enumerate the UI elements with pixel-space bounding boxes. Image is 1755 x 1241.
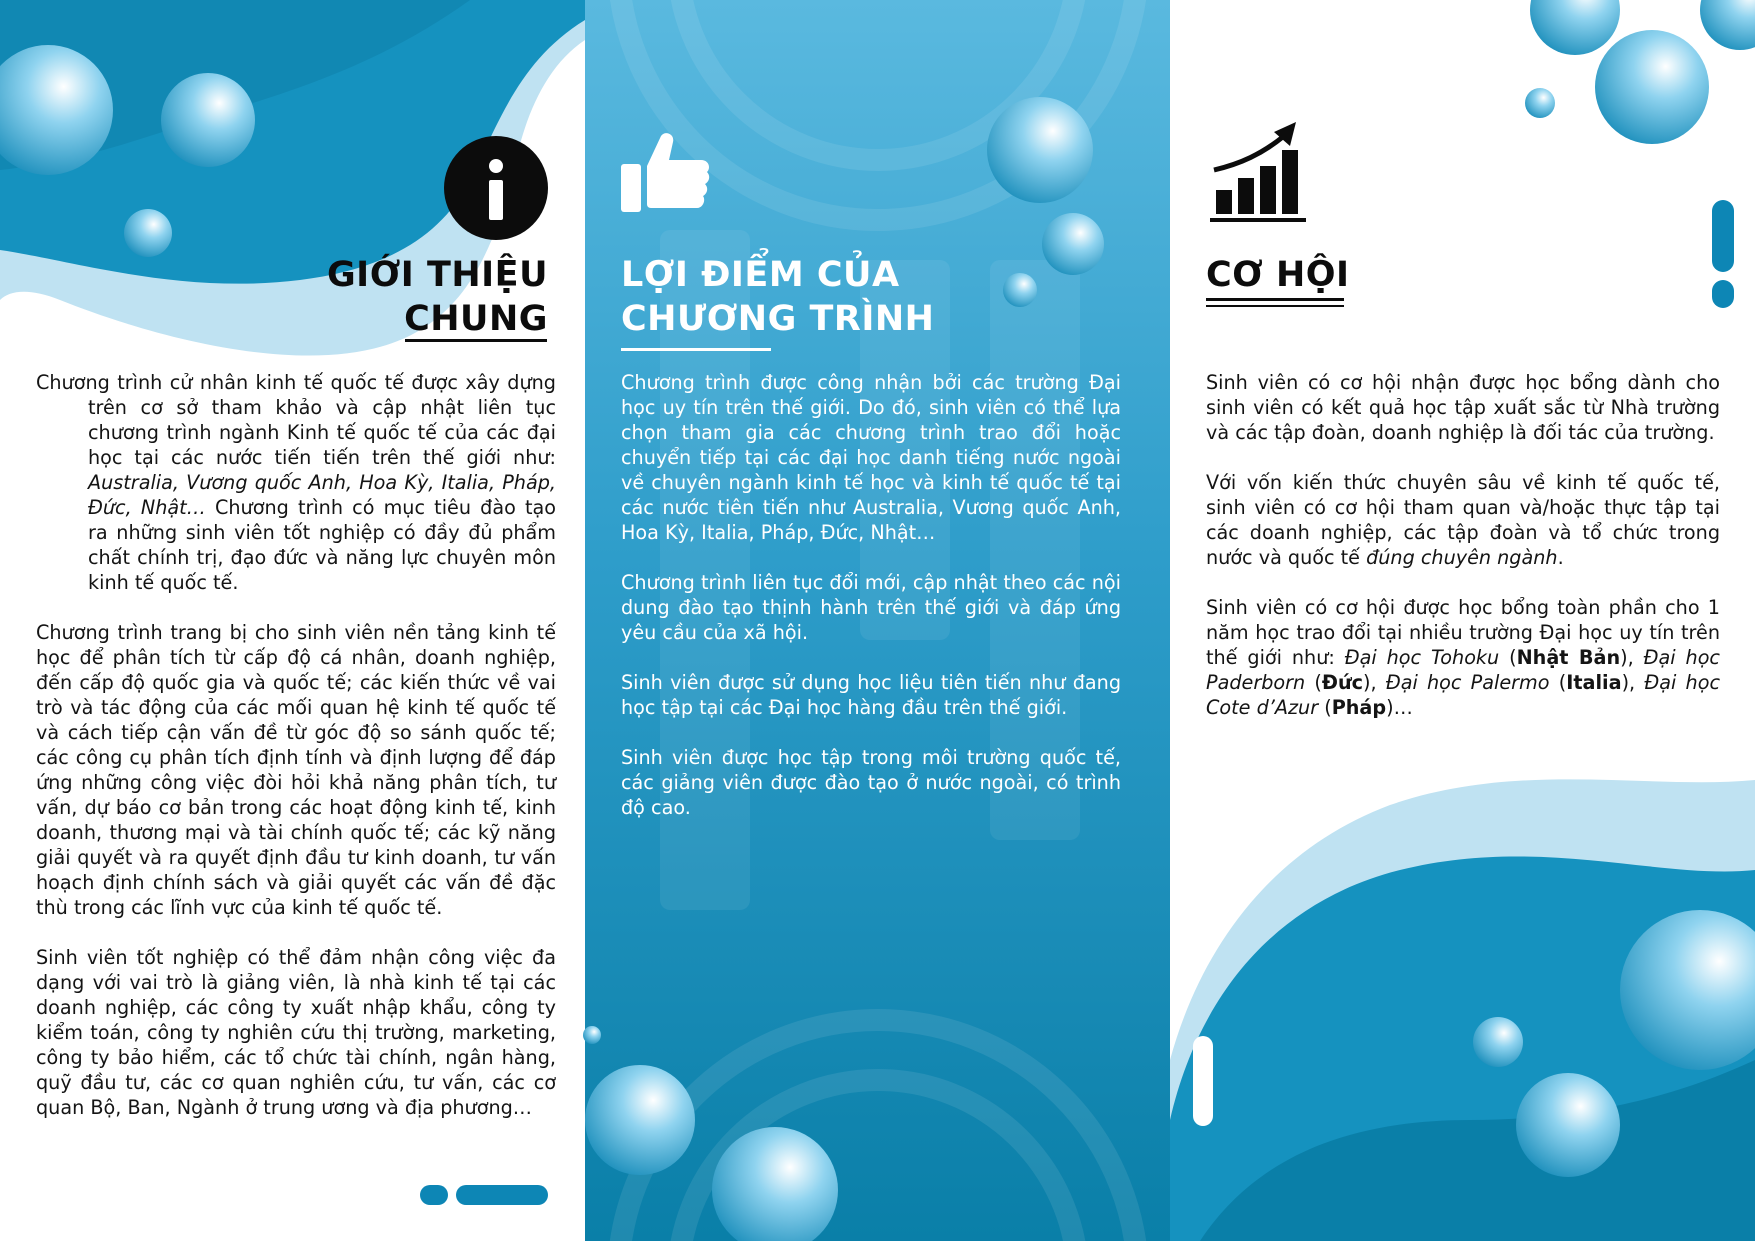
panel-opportunities bbox=[1170, 0, 1755, 1241]
section-title-introduction bbox=[327, 253, 548, 341]
paragraph: Chương trình liên tục đổi mới, cập nhật theo các nội dung đào tạo thịnh hành trên thế giới và đáp ứng yêu cầu của xã hội. bbox=[621, 571, 1121, 644]
panel-advantages bbox=[585, 0, 1170, 1241]
university-name: Đại học Palermo bbox=[1385, 671, 1550, 694]
paragraph: Chương trình trang bị cho sinh viên nền tảng kinh tế học để phân tích từ cấp độ cá nhân, doanh nghiệp, đến cấp độ quốc gia và quốc tế; các kiến thức về vai trò và tác động của các mối quan hệ kinh tế quốc tế và cách tiếp cận vấn đề từ góc độ so sánh quốc tế; các công cụ phân tích định tính và định lượng để đáp ứng những công việc đòi hỏi khả năng phân tích, tư vấn, dự báo cơ bản trong các hoạt động kinh tế, kinh doanh, thương mại và tài chính quốc tế; các kỹ năng giải quyết và ra quyết định đầu tư kinh doanh, tư vấn hoạch định chính sách và giải quyết các vấn đề đặc thù trong các lĩnh vực của kinh tế quốc tế. bbox=[36, 621, 556, 919]
paragraph: Chương trình được công nhận bởi các trường Đại học uy tín trên thế giới. Do đó, sinh viên có thể lựa chọn tham gia các chương trình trao đổi hoặc chuyển tiếp tại các đại học danh tiếng nước ngoài về chuyên ngành kinh tế học và kinh tế quốc tế tại các nước tiên tiến như Australia, Vương quốc Anh, Hoa Kỳ, Italia, Pháp, Đức, Nhật… bbox=[621, 371, 1121, 544]
thumbs-up-icon bbox=[621, 132, 711, 214]
country-name: Italia bbox=[1566, 671, 1622, 694]
paragraph: Sinh viên có cơ hội nhận được học bổng dành cho sinh viên có kết quả học tập xuất sắc từ Nhà trường và các tập đoàn, doanh nghiệp là đối tác của trường. bbox=[1206, 371, 1720, 444]
title-underline bbox=[1206, 305, 1344, 307]
advantages-body bbox=[621, 370, 1121, 845]
title-underline bbox=[405, 339, 547, 342]
university-name: Đại học Cote d’Azur bbox=[1206, 671, 1721, 719]
country-name: Pháp bbox=[1331, 696, 1387, 719]
university-name: Đại học Tohoku bbox=[1344, 646, 1500, 669]
opportunities-body bbox=[1206, 370, 1720, 745]
panel-introduction bbox=[0, 0, 585, 1241]
paragraph: Sinh viên có cơ hội được học bổng toàn phần cho 1 năm học trao đổi tại nhiều trường Đại học uy tín trên thế giới như: Đại học Tohoku (Nhật Bản), Đại học Paderborn (Đức), Đại học Palermo (Italia), Đại học Cote d’Azur (Pháp)… bbox=[1206, 596, 1721, 719]
info-icon bbox=[444, 136, 548, 240]
title-underline bbox=[621, 348, 771, 351]
section-title-advantages bbox=[621, 253, 934, 341]
paragraph: Chương trình cử nhân kinh tế quốc tế được xây dựng trên cơ sở tham khảo và cập nhật liên tục chương trình ngành Kinh tế quốc tế của các đại học tại các nước tiến tiến trên thế giới như: Australia, Vương quốc Anh, Hoa Kỳ, Italia, Pháp, Đức, Nhật… Chương trình có mục tiêu đào tạo ra những sinh viên tốt nghiệp có đầy đủ phẩm chất chính trị, đạo đức và năng lực chuyên môn kinh tế quốc tế. bbox=[36, 371, 557, 594]
growth-chart-icon bbox=[1210, 120, 1310, 224]
paragraph: Sinh viên tốt nghiệp có thể đảm nhận công việc đa dạng với vai trò là giảng viên, là nhà kinh tế tại các doanh nghiệp, các công ty xuất nhập khẩu, công ty kiểm toán, công ty nghiên cứu thị trường, marketing, công ty bảo hiểm, các tổ chức tài chính, ngân hàng, quỹ đầu tư, các cơ quan nghiên cứu, tư vấn, các cơ quan Bộ, Ban, Ngành ở trung ương và địa phương… bbox=[36, 946, 556, 1119]
section-title-opportunities: CƠ HỘI bbox=[1206, 255, 1350, 295]
title-underline bbox=[1206, 298, 1344, 301]
title-line: GIỚI THIỆU bbox=[326, 255, 548, 295]
country-name: Nhật Bản bbox=[1516, 646, 1621, 669]
paragraph: Sinh viên được sử dụng học liệu tiên tiến như đang học tập tại các Đại học hàng đầu trên thế giới. bbox=[621, 671, 1121, 719]
country-name: Đức bbox=[1321, 671, 1364, 694]
introduction-body bbox=[36, 370, 556, 1145]
paragraph: Sinh viên được học tập trong môi trường quốc tế, các giảng viên được đào tạo ở nước ngoài, có trình độ cao. bbox=[621, 746, 1121, 819]
paragraph: Với vốn kiến thức chuyên sâu về kinh tế quốc tế, sinh viên có cơ hội tham quan và/hoặc thực tập tại các doanh nghiệp, các tập đoàn và tổ chức trong nước và quốc tế đúng chuyên ngành. bbox=[1206, 471, 1720, 569]
university-name: Đại học Paderborn bbox=[1206, 646, 1720, 694]
title-line: CHUNG bbox=[404, 299, 548, 339]
title-line: CHƯƠNG TRÌNH bbox=[621, 299, 935, 339]
title-line: LỢI ĐIỂM CỦA bbox=[621, 255, 900, 295]
